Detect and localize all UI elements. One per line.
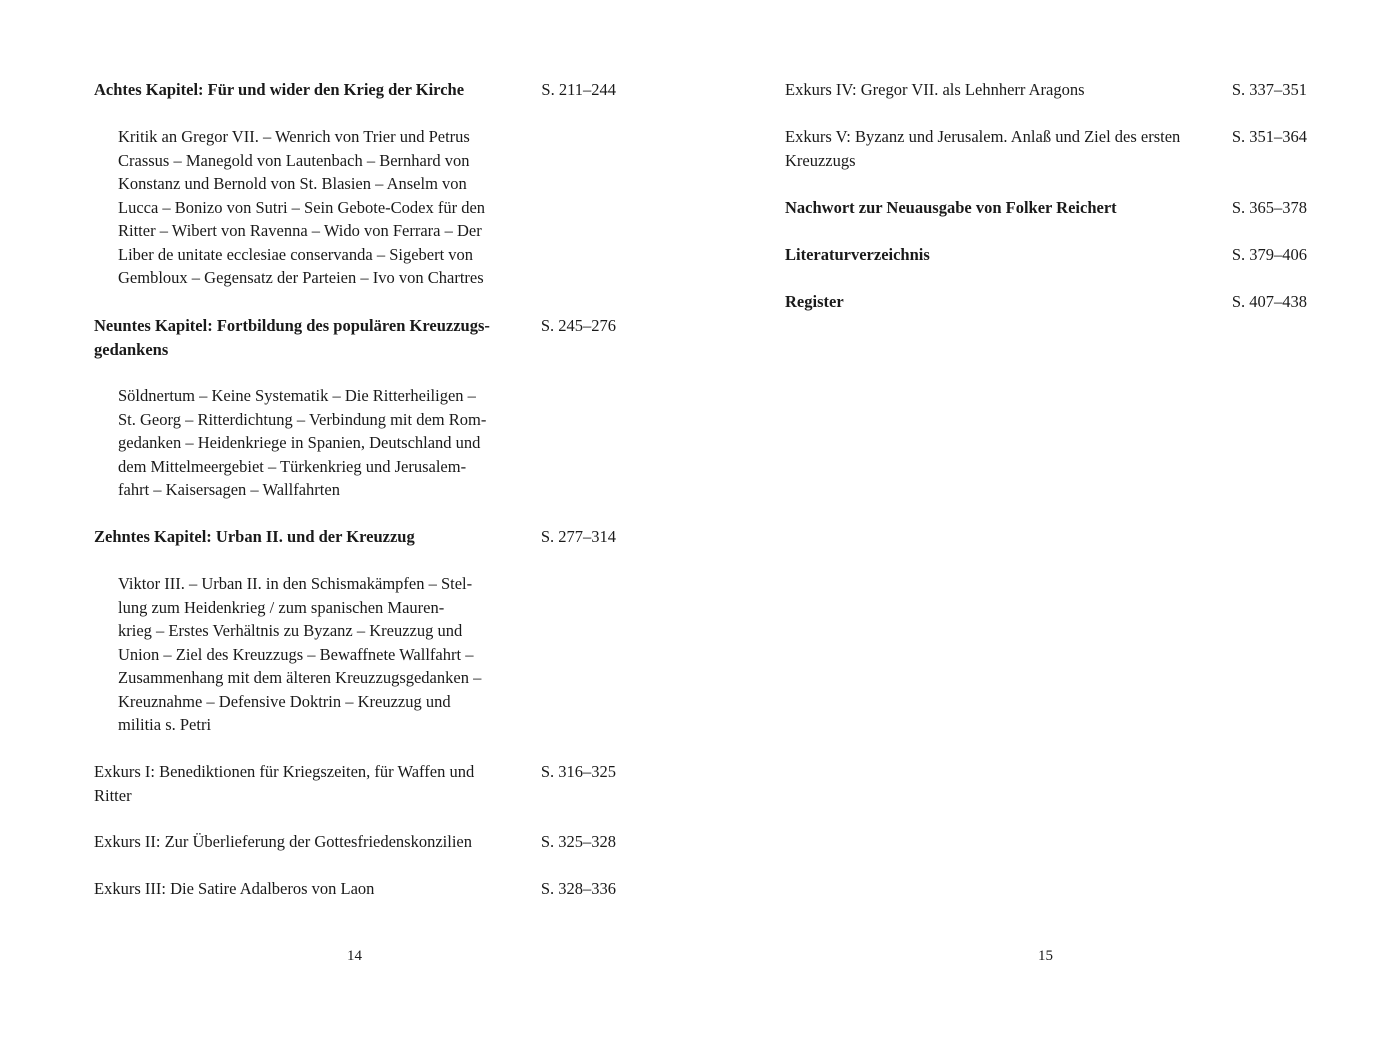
chapter-title [94,314,490,361]
page-range: S. 277–314 [540,527,616,546]
page-number-left: 14 [347,948,362,964]
summary-line: militia s. Petri [118,715,212,734]
summary-line: St. Georg – Ritterdichtung – Verbindung mit dem Rom- [118,409,487,429]
chapter-title: Zehntes Kapitel: Urban II. und der Kreuzzug [94,527,415,546]
page-range: S. 316–325 [540,762,616,781]
section-title: Nachwort zur Neuausgabe von Folker Reichert [785,198,1117,217]
chapter-summary [118,384,498,502]
section-title: Literaturverzeichnis [785,245,930,264]
exkurs-title [785,125,1180,172]
summary-line: Union – Ziel des Kreuzzugs – Bewaffnete Wallfahrt – [118,644,474,664]
page-range: S. 379–406 [1231,245,1307,264]
page-range: S. 365–378 [1231,198,1307,217]
summary-line: Kreuznahme – Defensive Doktrin – Kreuzzug und [118,691,451,711]
title-line: Neuntes Kapitel: Fortbildung des populären Kreuzzugs- [94,316,490,335]
page-range: S. 328–336 [540,879,616,898]
summary-line: krieg – Erstes Verhältnis zu Byzanz – Kreuzzug und [118,621,463,640]
summary-line: Viktor III. – Urban II. in den Schismakämpfen – Stel- [118,574,473,593]
summary-line: Söldnertum – Keine Systematik – Die Ritterheiligen – [118,386,476,405]
summary-line: Zusammenhang mit dem älteren Kreuzzugsgedanken – [118,668,482,687]
title-line: Kreuzzugs [785,150,856,170]
chapter-title: Achtes Kapitel: Für und wider den Krieg der Kirche [94,80,465,99]
page-range: S. 337–351 [1231,80,1307,99]
title-line: Exkurs I: Benediktionen für Kriegszeiten, für Waffen und [94,762,475,781]
summary-line: lung zum Heidenkrieg / zum spanischen Mauren- [118,597,445,617]
page-number-right: 15 [1038,948,1053,964]
page-range: S. 211–244 [541,80,616,99]
exkurs-title: Exkurs IV: Gregor VII. als Lehnherr Aragons [785,80,1085,99]
summary-line: Kritik an Gregor VII. – Wenrich von Trier und Petrus [118,127,470,146]
summary-line: Liber de unitate ecclesiae conservanda – Sigebert von [118,244,474,264]
exkurs-title: Exkurs III: Die Satire Adalberos von Laon [94,879,375,898]
summary-line: Lucca – Bonizo von Sutri – Sein Gebote-Codex für den [118,197,486,217]
summary-line: Gembloux – Gegensatz der Parteien – Ivo von Chartres [118,268,484,287]
page-range: S. 407–438 [1231,292,1307,311]
summary-line: gedanken – Heidenkriege in Spanien, Deutschland und [118,433,481,452]
summary-line: Ritter – Wibert von Ravenna – Wido von Ferrara – Der [118,221,482,240]
chapter-summary [118,125,498,290]
page-range: S. 351–364 [1231,127,1307,146]
title-line: Ritter [94,785,132,805]
page-range: S. 325–328 [540,832,616,851]
title-line: Exkurs V: Byzanz und Jerusalem. Anlaß und Ziel des ersten [785,127,1181,146]
section-title: Register [785,292,844,311]
title-line: gedankens [94,339,169,359]
summary-line: fahrt – Kaisersagen – Wallfahrten [118,480,340,499]
exkurs-title [94,760,474,807]
chapter-summary [118,572,498,737]
summary-line: Konstanz und Bernold von St. Blasien – Anselm von [118,174,467,193]
exkurs-title: Exkurs II: Zur Überlieferung der Gottesfriedenskonzilien [94,832,472,851]
summary-line: Crassus – Manegold von Lautenbach – Bernhard von [118,150,470,170]
page-range: S. 245–276 [540,316,616,335]
summary-line: dem Mittelmeergebiet – Türkenkrieg und Jerusalem- [118,456,467,476]
